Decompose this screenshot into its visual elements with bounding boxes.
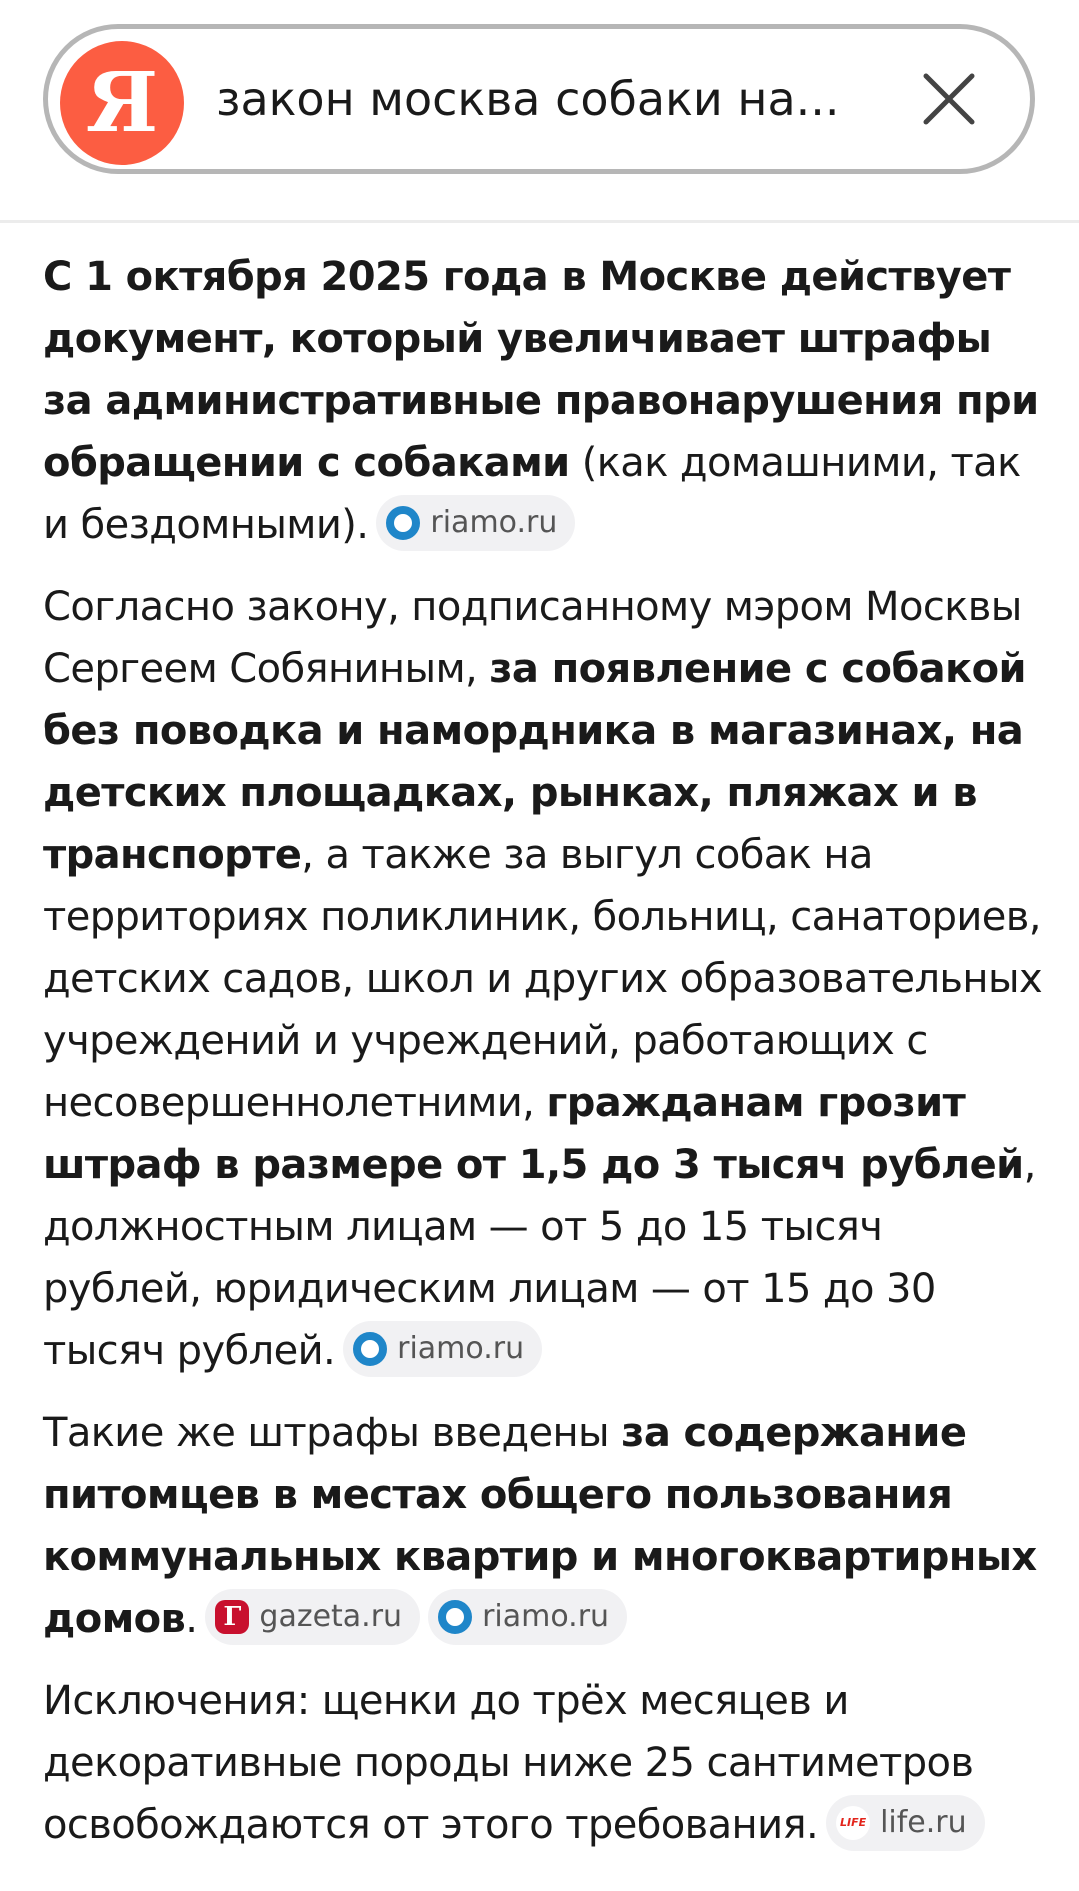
p2-text-2: , а также за выгул собак на территориях поликлиник, больниц, санаториев, детских садов, школ и других образовательных учреждений и учреждений, работающих с несовершеннолетними, bbox=[43, 832, 1043, 1126]
source-chip-life[interactable] bbox=[826, 1795, 985, 1851]
p3-text-2: . bbox=[185, 1596, 198, 1642]
close-icon bbox=[916, 66, 982, 132]
answer-paragraph-1 bbox=[43, 246, 1043, 556]
header-divider bbox=[0, 220, 1079, 223]
source-chip-label: riamo.ru bbox=[430, 505, 558, 540]
source-chip-riamo[interactable] bbox=[343, 1321, 542, 1377]
p2-bold-2: гражданам грозит штраф в размере от 1,5 до 3 тысяч рублей bbox=[43, 1080, 1024, 1188]
source-chip-label: life.ru bbox=[880, 1805, 967, 1840]
riamo-icon bbox=[438, 1600, 472, 1634]
source-chip-label: riamo.ru bbox=[397, 1331, 525, 1366]
p2-text-1: Согласно закону, подписанному мэром Москвы Сергеем Собяниным, bbox=[43, 584, 1022, 692]
search-header bbox=[0, 0, 1079, 222]
answer-content bbox=[43, 246, 1043, 1876]
answer-paragraph-2 bbox=[43, 576, 1043, 1382]
riamo-icon bbox=[386, 506, 420, 540]
p1-bold-text: С 1 октября 2025 года в Москве действует документ, который увеличивает штрафы за административные правонарушения при обращении с собаками bbox=[43, 254, 1039, 486]
source-chip-riamo[interactable] bbox=[376, 495, 575, 551]
source-chip-gazeta[interactable] bbox=[205, 1589, 420, 1645]
life-icon: LIFE bbox=[836, 1806, 870, 1840]
search-query-text[interactable]: закон москва собаки на... bbox=[216, 72, 840, 126]
p2-text-3: , должностным лицам — от 5 до 15 тысяч рублей, юридическим лицам — от 15 до 30 тысяч рублей. bbox=[43, 1142, 1036, 1374]
source-chip-label: gazeta.ru bbox=[259, 1599, 403, 1634]
p4-text: Исключения: щенки до трёх месяцев и декоративные породы ниже 25 сантиметров освобождаются от этого требования. bbox=[43, 1678, 974, 1848]
riamo-icon bbox=[353, 1332, 387, 1366]
gazeta-icon: Г bbox=[215, 1600, 249, 1634]
source-chip-riamo[interactable] bbox=[428, 1589, 627, 1645]
p3-bold-1: за содержание питомцев в местах общего пользования коммунальных квартир и многоквартирных домов bbox=[43, 1410, 1037, 1642]
p3-text-1: Такие же штрафы введены bbox=[43, 1410, 622, 1456]
source-chip-label: riamo.ru bbox=[482, 1599, 610, 1634]
answer-paragraph-3 bbox=[43, 1402, 1043, 1650]
yandex-logo-icon[interactable]: Я bbox=[60, 41, 184, 165]
p2-bold-1: за появление с собакой без поводка и намордника в магазинах, на детских площадках, рынках, пляжах и в транспорте bbox=[43, 646, 1026, 878]
clear-search-button[interactable] bbox=[916, 66, 982, 132]
p1-text: (как домашними, так и бездомными). bbox=[43, 440, 1021, 548]
answer-paragraph-4 bbox=[43, 1670, 1043, 1856]
search-bar[interactable] bbox=[43, 24, 1035, 174]
